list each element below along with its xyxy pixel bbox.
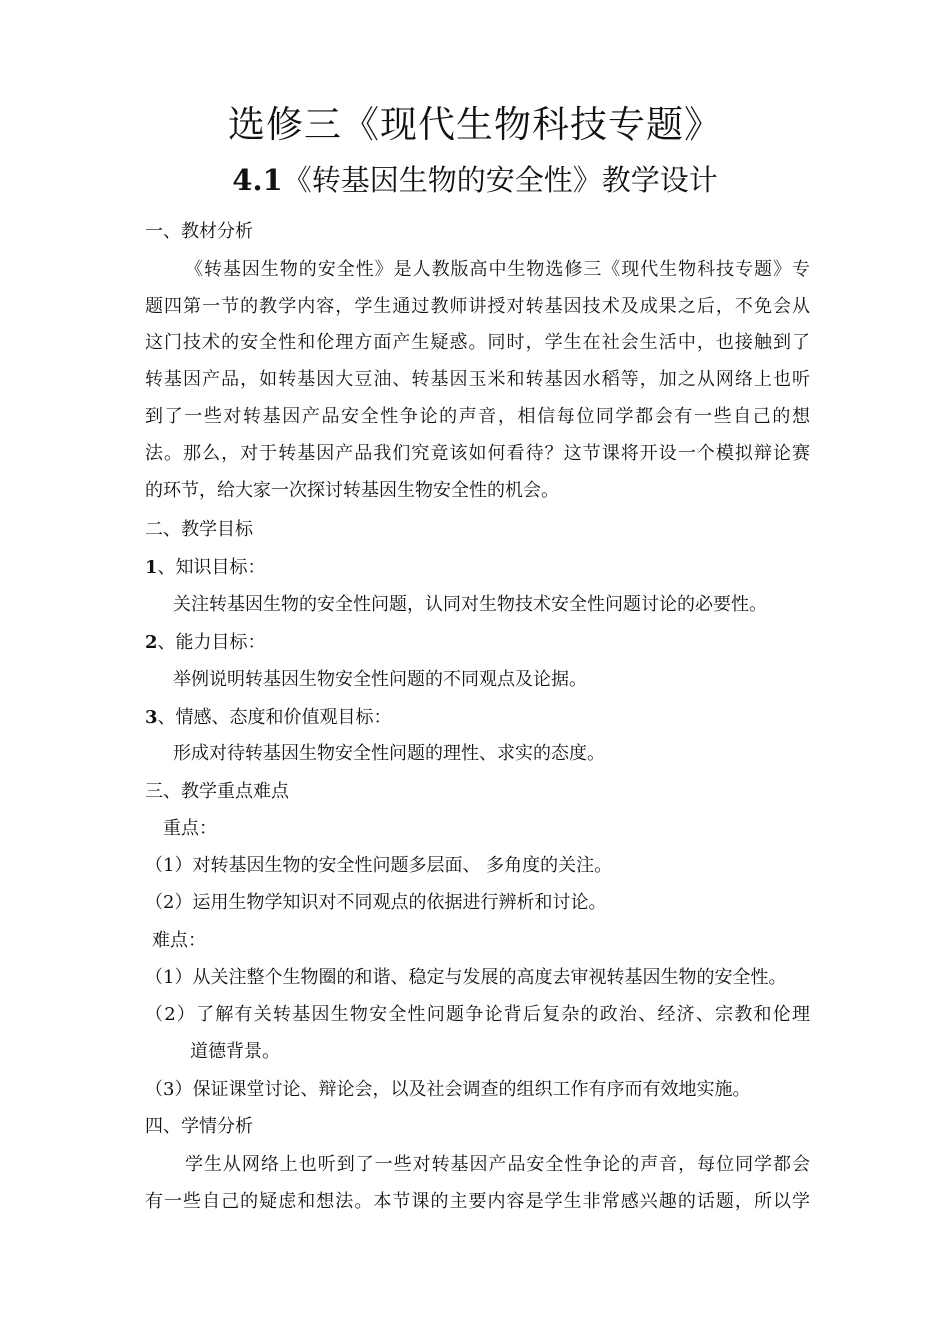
section-heading-key-difficult-points: 三、教学重点难点: [145, 781, 289, 802]
paragraph-line: 《转基因生物的安全性》是人教版高中生物选修三《现代生物科技专题》专: [185, 259, 810, 280]
subtitle-number: 4.1: [232, 163, 283, 197]
goal-text: 形成对待转基因生物安全性问题的理性、求实的态度。: [173, 743, 605, 764]
paragraph-line: 法。那么，对于转基因产品我们究竟该如何看待？这节课将开设一个模拟辩论赛: [145, 443, 810, 464]
difficult-point-item: （3）保证课堂讨论、辩论会，以及社会调查的组织工作有序而有效地实施。: [145, 1079, 751, 1100]
goal-heading: [145, 705, 810, 731]
paragraph-line: 题四第一节的教学内容，学生通过教师讲授对转基因技术及成果之后，不免会从: [145, 296, 810, 317]
difficult-point-item-continued: 道德背景。: [190, 1041, 280, 1062]
goal-label: 、知识目标：: [157, 557, 266, 578]
goal-number: 2: [145, 632, 158, 653]
key-point-item: （2）运用生物学知识对不同观点的依据进行辨析和讨论。: [145, 892, 607, 913]
goal-number: 1: [145, 557, 158, 578]
difficult-point-item: （2）了解有关转基因生物安全性问题争论背后复杂的政治、经济、宗教和伦理: [145, 1004, 810, 1025]
paragraph-line: 到了一些对转基因产品安全性争论的声音，相信每位同学都会有一些自己的想: [145, 406, 810, 427]
key-point-item: （1）对转基因生物的安全性问题多层面、 多角度的关注。: [145, 855, 613, 876]
section-heading-learner-analysis: 四、学情分析: [145, 1116, 253, 1137]
paragraph-line: 的环节，给大家一次探讨转基因生物安全性的机会。: [145, 480, 559, 501]
difficult-point-item: （1）从关注整个生物圈的和谐、稳定与发展的高度去审视转基因生物的安全性。: [145, 967, 787, 988]
difficult-points-label: 难点：: [152, 930, 206, 951]
document-subtitle: [0, 160, 950, 200]
paragraph-line: 学生从网络上也听到了一些对转基因产品安全性争论的声音，每位同学都会: [185, 1154, 810, 1175]
paragraph-line: 这门技术的安全性和伦理方面产生疑惑。同时，学生在社会生活中，也接触到了: [145, 332, 810, 353]
paragraph-line: 转基因产品，如转基因大豆油、转基因玉米和转基因水稻等，加之从网络上也听: [145, 369, 810, 390]
subtitle-text: 《转基因生物的安全性》教学设计: [282, 163, 718, 197]
goal-text: 关注转基因生物的安全性问题，认同对生物技术安全性问题讨论的必要性。: [173, 594, 767, 615]
paragraph-line: 有一些自己的疑虑和想法。本节课的主要内容是学生非常感兴趣的话题，所以学: [145, 1191, 810, 1212]
goal-label: 、情感、态度和价值观目标：: [157, 707, 392, 728]
goal-text: 举例说明转基因生物安全性问题的不同观点及论据。: [173, 669, 587, 690]
goal-heading: [145, 555, 810, 581]
goal-heading: [145, 630, 810, 656]
key-points-label: 重点：: [163, 818, 217, 839]
document-title: 选修三《现代生物科技专题》: [228, 103, 722, 146]
section-heading-teaching-goals: 二、教学目标: [145, 519, 253, 540]
goal-label: 、能力目标：: [157, 632, 266, 653]
goal-number: 3: [145, 707, 158, 728]
section-heading-textbook-analysis: 一、教材分析: [145, 221, 253, 242]
